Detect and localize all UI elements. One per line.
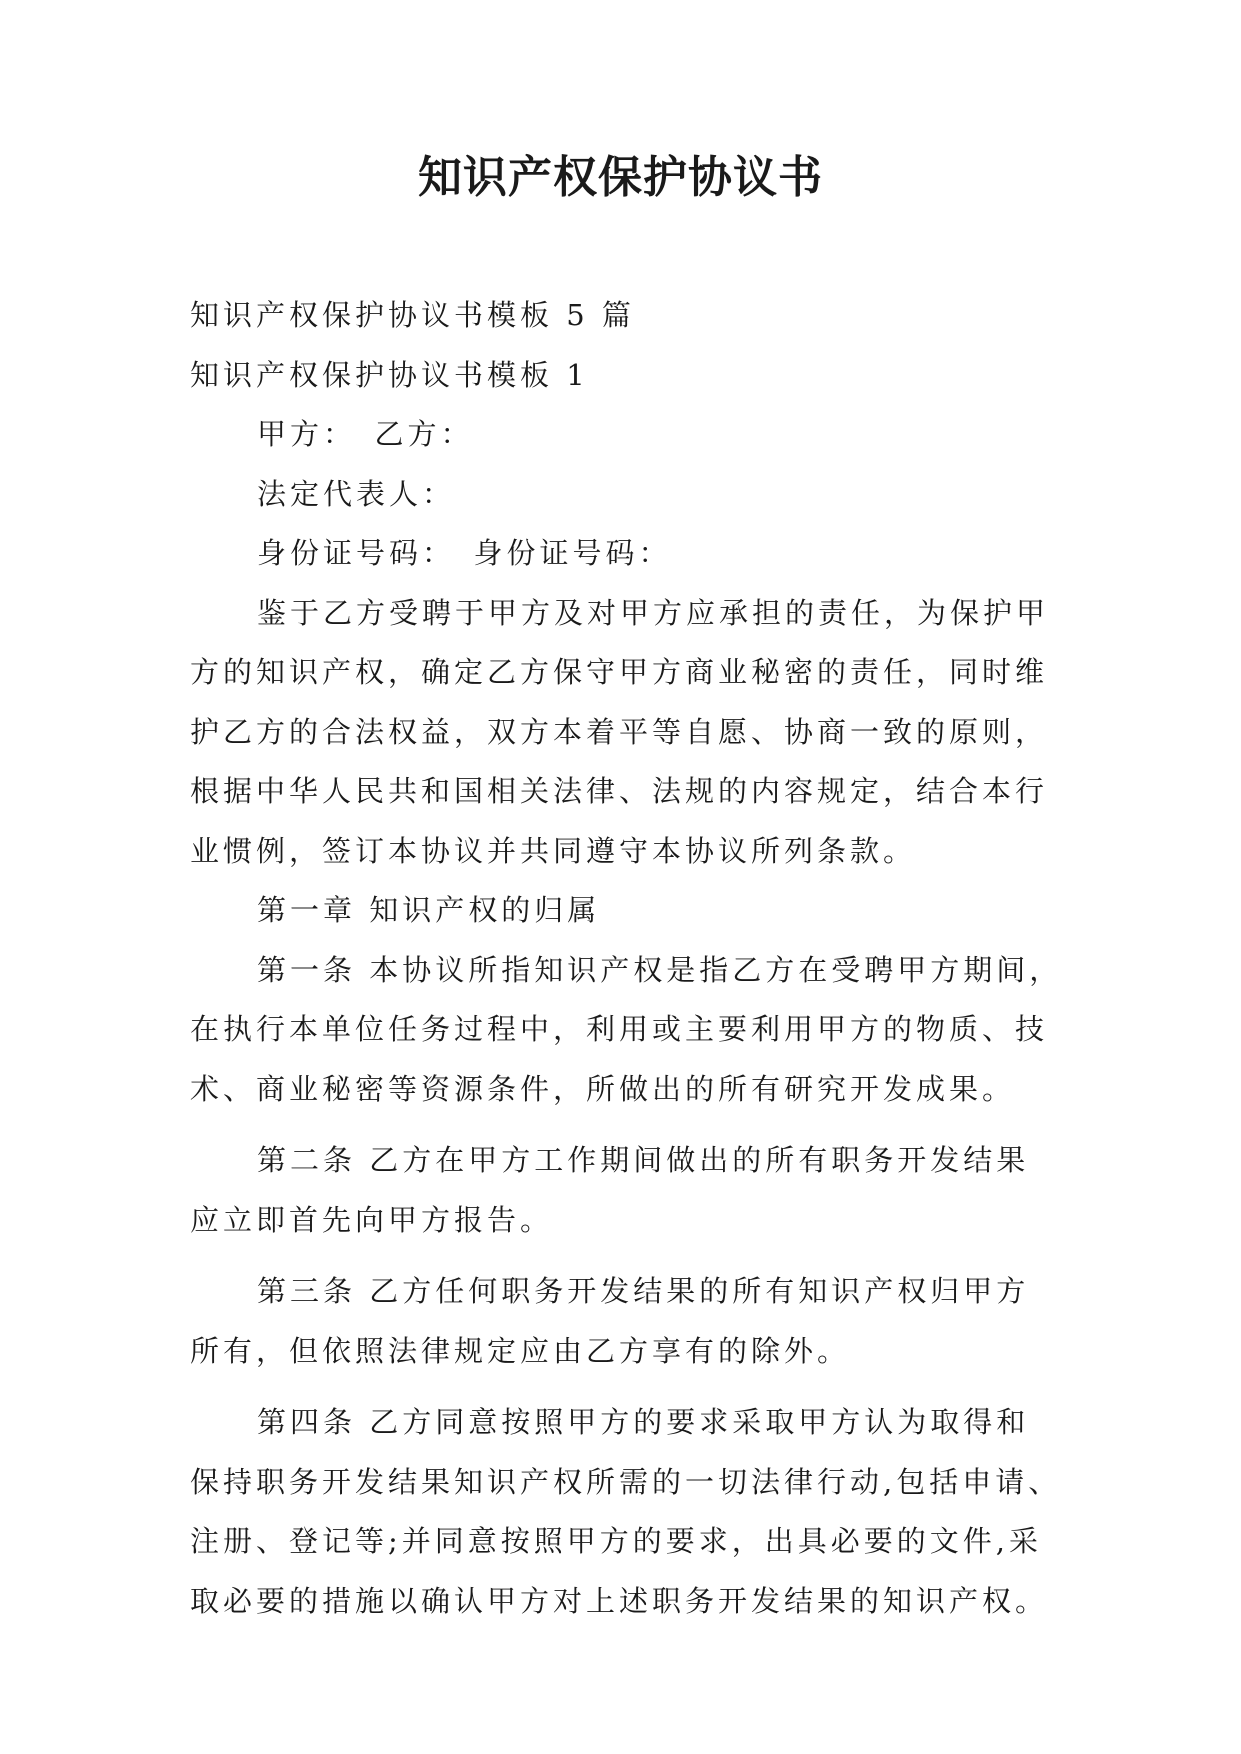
article-2-line: 第二条 乙方在甲方工作期间做出的所有职务开发结果 [257,1143,1030,1177]
article-3-line: 所有，但依照法律规定应由乙方享有的除外。 [190,1333,851,1368]
party-line: 甲方： 乙方： [257,417,474,451]
article-1-line: 在执行本单位任务过程中，利用或主要利用甲方的物质、技 [190,1012,1049,1046]
legal-rep-line: 法定代表人： [257,476,456,511]
chapter-heading: 第一章 知识产权的归属 [257,893,601,927]
preamble-line: 护乙方的合法权益，双方本着平等自愿、协商一致的原则， [190,714,1049,749]
preamble-line: 业惯例，签订本协议并共同遵守本协议所列条款。 [190,833,917,868]
subtitle-line: 知识产权保护协议书模板 5 篇 [190,298,635,332]
template-heading: 知识产权保护协议书模板 1 [190,357,589,392]
article-4-line: 保持职务开发结果知识产权所需的一切法律行动,包括申请、 [190,1464,1062,1499]
article-4-line: 注册、登记等;并同意按照甲方的要求，出具必要的文件,采 [190,1524,1042,1558]
article-1-line: 第一条 本协议所指知识产权是指乙方在受聘甲方期间， [257,952,1063,987]
document-body [190,286,1070,1631]
article-4-line: 取必要的措施以确认甲方对上述职务开发结果的知识产权。 [190,1583,1049,1618]
preamble-line: 鉴于乙方受聘于甲方及对甲方应承担的责任，为保护甲 [257,595,1050,630]
article-3-line: 第三条 乙方任何职务开发结果的所有知识产权归甲方 [257,1274,1030,1308]
article-1-line: 术、商业秘密等资源条件，所做出的所有研究开发成果。 [190,1071,1016,1106]
preamble-line: 方的知识产权，确定乙方保守甲方商业秘密的责任，同时维 [190,655,1049,689]
article-4-line: 第四条 乙方同意按照甲方的要求采取甲方认为取得和 [257,1405,1030,1439]
article-2-line: 应立即首先向甲方报告。 [190,1202,554,1237]
preamble-line: 根据中华人民共和国相关法律、法规的内容规定，结合本行 [190,774,1049,808]
document-title: 知识产权保护协议书 [418,152,823,203]
id-number-line: 身份证号码： 身份证号码： [257,536,672,570]
